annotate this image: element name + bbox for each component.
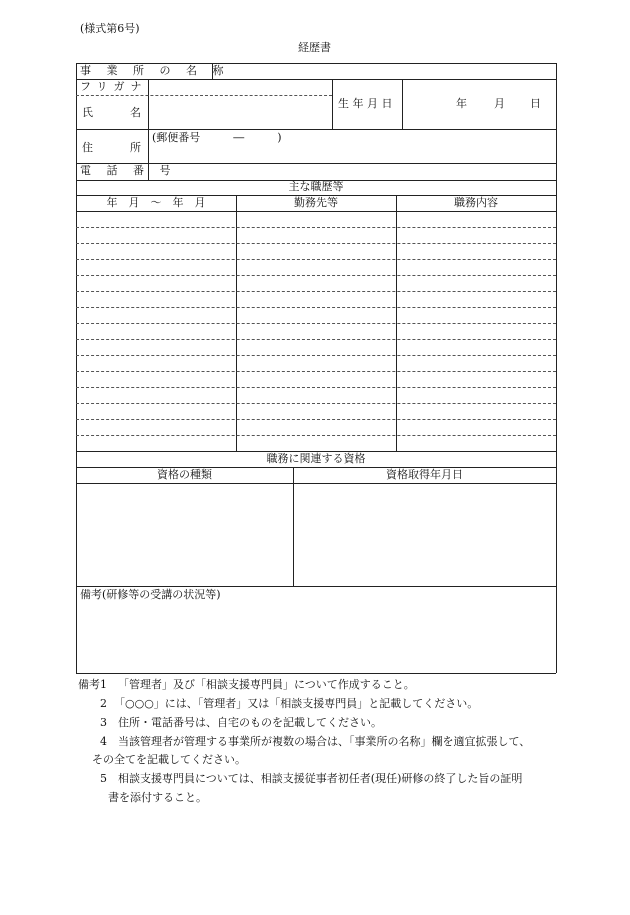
birth-date-label: 生 年 月 日 (338, 97, 393, 110)
address-label-1: 住 (82, 141, 93, 154)
qualification-date-field[interactable] (295, 485, 554, 584)
career-period-entries[interactable] (77, 212, 235, 450)
note-1: 「管理者」及び「相談支援専門員」について作成すること。 (118, 678, 415, 691)
note-2: 「○○○」には、「管理者」又は「相談支援専門員」と記載してください。 (114, 697, 479, 710)
table-border-right (556, 63, 557, 673)
note-4-line-1: 当該管理者が管理する事業所が複数の場合は、「事業所の名称」欄を適宜拡張して、 (118, 735, 531, 748)
qualification-col-date: 資格取得年月日 (386, 468, 463, 481)
office-name-label: 事 業 所 の 名 称 (80, 64, 230, 77)
office-name-field[interactable] (214, 65, 554, 78)
birth-year-label: 年 (456, 97, 467, 110)
note-3: 住所・電話番号は、自宅のものを記載してください。 (118, 716, 382, 729)
note-4-line-2: その全てを記載してください。 (92, 753, 246, 766)
note-3-number: 3 (100, 716, 107, 729)
career-duties-entries[interactable] (397, 212, 555, 450)
birth-month-label: 月 (494, 97, 505, 110)
form-number: (様式第6号) (80, 22, 140, 35)
note-4-number: 4 (100, 735, 107, 748)
career-employer-entries[interactable] (237, 212, 395, 450)
note-5-number: 5 (100, 772, 107, 785)
remarks-label: 備考(研修等の受講の状況等) (80, 588, 221, 601)
remarks-field[interactable] (78, 604, 554, 670)
note-5-line-2: 書を添付すること。 (108, 791, 207, 804)
furigana-label: フリガナ (80, 80, 148, 93)
note-5-line-1: 相談支援専門員については、相談支援従事者初任者(現任)研修の終了した旨の証明 (118, 772, 523, 785)
name-label-2: 名 (130, 106, 141, 119)
career-col-period: 年 月 ～ 年 月 (106, 196, 206, 209)
career-heading: 主な職歴等 (288, 180, 344, 193)
phone-label: 電 話 番 号 (80, 164, 177, 177)
note-2-number: 2 (100, 697, 107, 710)
career-col-employer: 勤務先等 (294, 196, 338, 209)
birth-date-field[interactable] (404, 81, 554, 127)
postal-code-label: (郵便番号 ― ) (152, 131, 282, 144)
career-col-duties: 職務内容 (454, 196, 498, 209)
address-label-2: 所 (130, 141, 141, 154)
name-label-1: 氏 (82, 106, 93, 119)
qualification-type-field[interactable] (77, 485, 291, 584)
address-field[interactable] (150, 145, 554, 161)
qualifications-heading: 職務に関連する資格 (266, 452, 366, 465)
phone-field[interactable] (150, 165, 554, 178)
name-field[interactable] (150, 97, 330, 127)
birth-day-label: 日 (530, 97, 541, 110)
furigana-field[interactable] (150, 81, 330, 94)
table-border-bottom (76, 673, 556, 674)
page-title: 経歴書 (298, 41, 331, 54)
notes-heading: 備考1 (78, 678, 107, 691)
qualification-col-type: 資格の種類 (157, 468, 212, 481)
